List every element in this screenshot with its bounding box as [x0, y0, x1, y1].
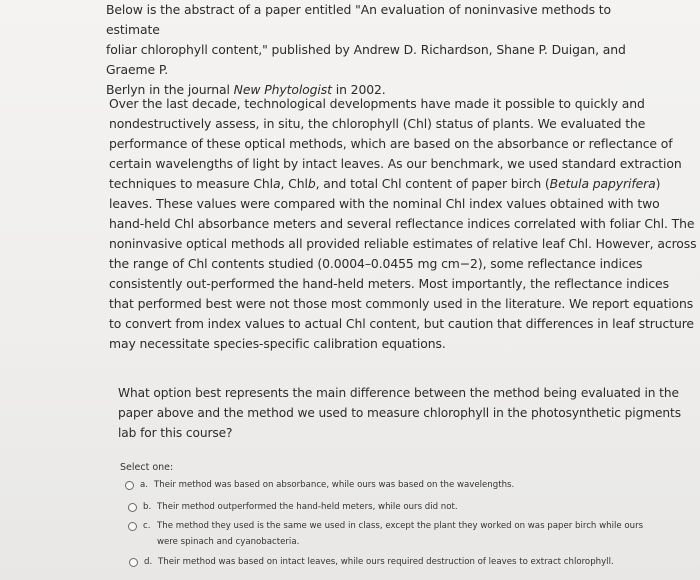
option-text [158, 557, 614, 570]
chl-b-italic: b [307, 176, 316, 191]
journal-name: New Phytologist [233, 82, 332, 97]
question-line: lab for this course? [118, 426, 233, 440]
option-text [157, 521, 643, 550]
chl-a-italic: a [272, 176, 281, 191]
radio-button-d[interactable] [129, 558, 138, 567]
option-letter: a. [140, 480, 148, 490]
abstract-line: to convert from index values to actual Chl content, but caution that differences in leaf structure [109, 316, 694, 331]
question-text [118, 383, 681, 443]
intro-line-3-pre: Berlyn in the journal [106, 82, 234, 97]
abstract-line: noninvasive optical methods all provided reliable estimates of relative leaf Chl. However, across [109, 236, 697, 251]
option-letter: c. [143, 521, 151, 531]
option-letter: b. [143, 502, 152, 512]
abstract-text: ) [655, 176, 661, 191]
option-text-line: Their method outperformed the hand-held meters, while ours did not. [157, 502, 458, 512]
abstract-line: nondestructively assess, in situ, the chlorophyll (Chl) status of plants. We evaluated the [109, 116, 646, 131]
option-text-line: Their method was based on absorbance, while ours was based on the wavelengths. [154, 480, 515, 490]
intro-line-1: Below is the abstract of a paper entitled "An evaluation of noninvasive methods to estimate [106, 2, 612, 37]
abstract-line: that performed best were not those most commonly used in the literature. We report equations [109, 296, 694, 311]
intro-line-3-post: in 2002. [331, 82, 386, 97]
option-letter: d. [144, 557, 153, 567]
abstract-line: performance of these optical methods, which are based on the absorbance or reflectance of [109, 136, 673, 151]
intro-line-2: foliar chlorophyll content," published by Andrew D. Richardson, Shane P. Duigan, and Graeme P. [106, 42, 626, 77]
abstract-line: consistently out-performed the hand-held meters. Most importantly, the reflectance indices [109, 276, 669, 291]
option-text-line: were spinach and cyanobacteria. [157, 537, 300, 547]
option-text [154, 480, 514, 493]
abstract-line: hand-held Chl absorbance meters and several reflectance indices correlated with foliar Chl. The [109, 216, 695, 231]
abstract-text: techniques to measure Chl [109, 176, 273, 191]
question-line: paper above and the method we used to measure chlorophyll in the photosynthetic pigments [118, 406, 681, 420]
answer-option-a[interactable] [125, 480, 514, 493]
select-one-label: Select one: [120, 462, 174, 473]
option-text-line: The method they used is the same we used in class, except the plant they worked on was paper birch while ours [157, 521, 644, 531]
abstract-line: leaves. These values were compared with the nominal Chl index values obtained with two [109, 196, 660, 211]
answer-option-d[interactable] [129, 557, 614, 570]
abstract-text: , Chl [280, 176, 308, 191]
abstract-line: Over the last decade, technological developments have made it possible to quickly and [109, 96, 645, 111]
radio-button-a[interactable] [125, 481, 134, 490]
abstract-paragraph [109, 94, 697, 354]
radio-button-c[interactable] [128, 522, 137, 531]
abstract-line: certain wavelengths of light by intact leaves. As our benchmark, we used standard extraction [109, 156, 682, 171]
answer-option-b[interactable] [128, 502, 458, 515]
abstract-text: , and total Chl content of paper birch ( [315, 176, 550, 191]
intro-paragraph [106, 0, 666, 100]
abstract-line [109, 174, 661, 194]
answer-option-c[interactable] [128, 521, 643, 550]
species-name: Betula papyrifera [549, 176, 656, 191]
option-text-line: Their method was based on intact leaves, while ours required destruction of leaves to extract chlorophyll. [158, 557, 614, 567]
radio-button-b[interactable] [128, 503, 137, 512]
question-line: What option best represents the main difference between the method being evaluated in the [118, 386, 679, 400]
option-text [157, 502, 458, 515]
abstract-line: the range of Chl contents studied (0.0004–0.0455 mg cm−2), some reflectance indices [109, 256, 643, 271]
abstract-line: may necessitate species-specific calibration equations. [109, 336, 446, 351]
